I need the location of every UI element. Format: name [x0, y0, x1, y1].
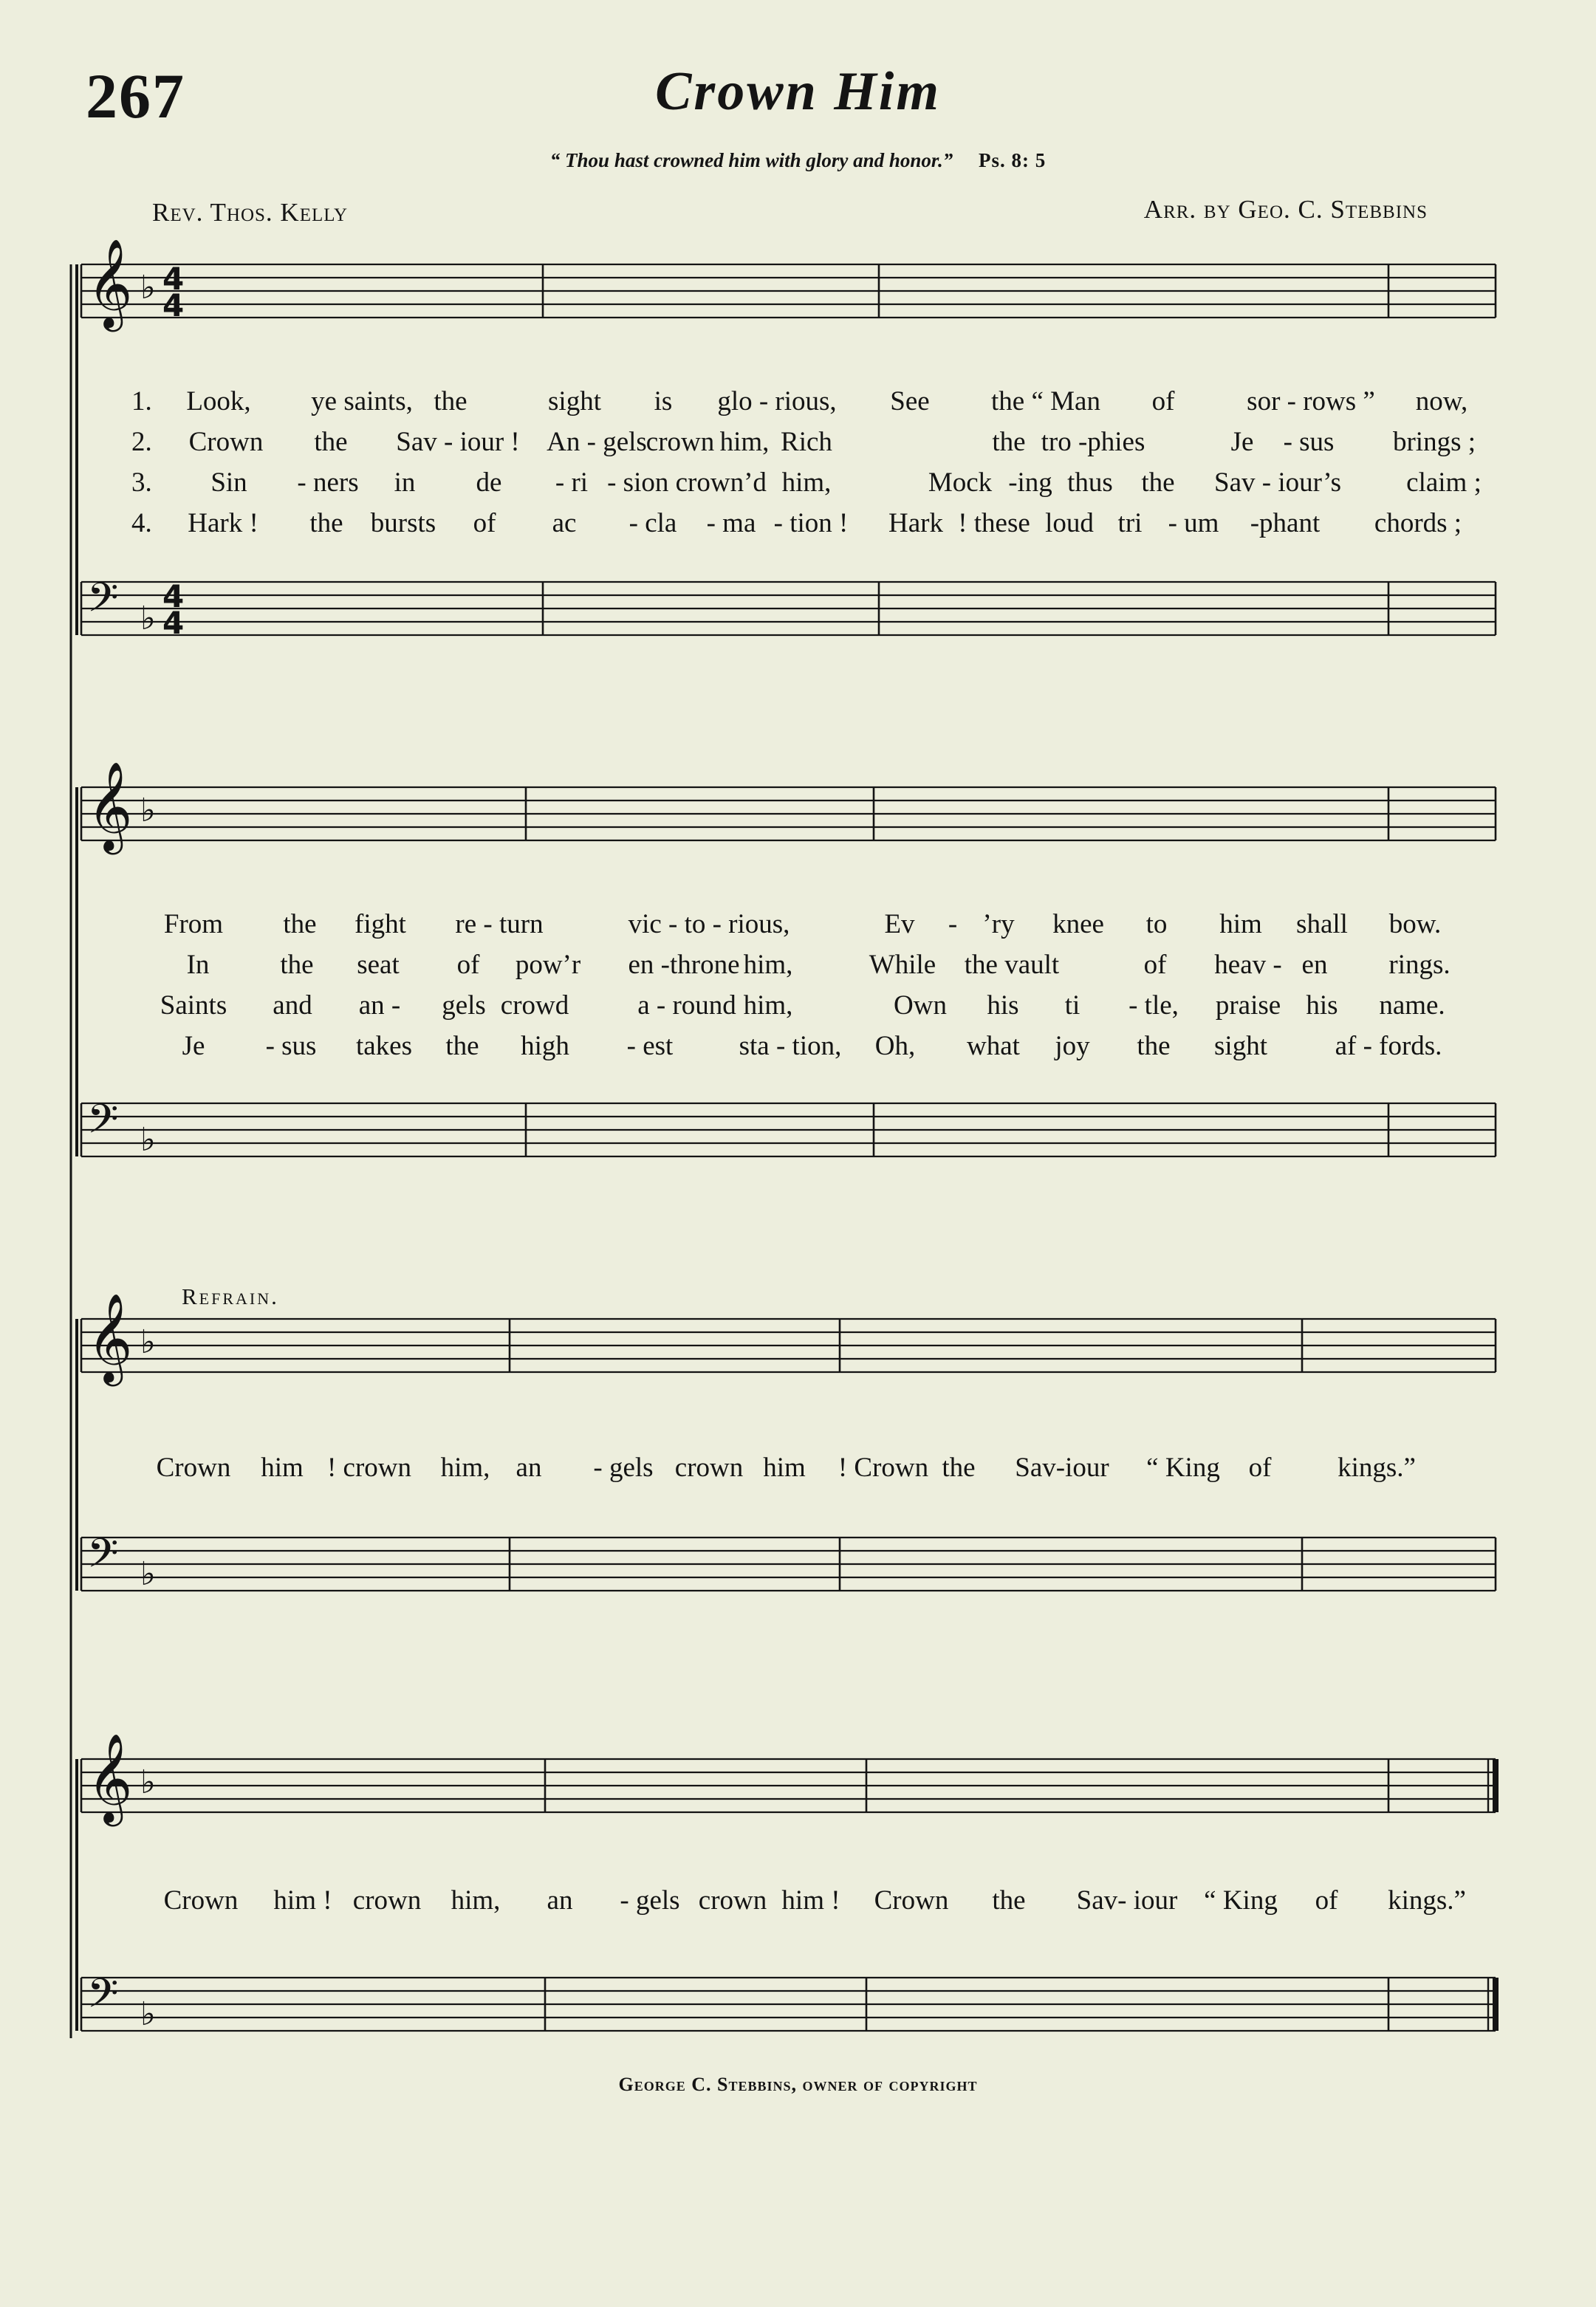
flat-key-signature-icon: ♭ — [140, 1555, 156, 1593]
syllable: bursts — [370, 508, 436, 538]
bass-clef-icon: 𝄢 — [87, 1529, 119, 1587]
bass-clef-icon: 𝄢 — [87, 574, 119, 631]
syllable: Sav - iour’s — [1214, 467, 1341, 498]
syllable: takes — [355, 1031, 413, 1061]
final-bar-thick — [1493, 1759, 1499, 1812]
syllable: An - gels — [547, 427, 647, 457]
syllable: of — [473, 508, 496, 538]
syllable: - gels — [620, 1885, 680, 1916]
syllable: Crown — [188, 427, 264, 457]
time-signature-top: 4 — [162, 261, 185, 298]
syllable: “ King — [1146, 1453, 1220, 1483]
hymn-number: 267 — [86, 61, 185, 131]
syllable: kings.” — [1338, 1453, 1416, 1483]
syllable: While — [869, 950, 936, 980]
syllable: crown — [698, 1885, 767, 1916]
lyricist-credit: Rev. Thos. Kelly — [152, 198, 349, 227]
syllable: ! crown — [326, 1453, 412, 1483]
syllable: of — [1151, 386, 1175, 417]
syllable: crowd — [500, 990, 569, 1021]
syllable: Je — [182, 1031, 205, 1061]
syllable: rings. — [1388, 950, 1451, 980]
syllable: the — [445, 1031, 479, 1061]
epigraph-quote: “ Thou hast crowned him with glory and honor.” — [549, 149, 953, 171]
epigraph-reference: Ps. 8: 5 — [978, 149, 1047, 171]
syllable: en -throne — [628, 950, 740, 980]
syllable: ’ry — [982, 909, 1015, 939]
syllable: the — [434, 386, 468, 417]
syllable: him, — [719, 427, 770, 457]
syllable: tri — [1117, 508, 1143, 538]
syllable: af - fords. — [1335, 1031, 1442, 1061]
syllable: what — [967, 1031, 1020, 1061]
syllable: ti — [1064, 990, 1080, 1021]
syllable: him — [763, 1453, 806, 1483]
syllable: him, — [451, 1885, 501, 1916]
syllable: the — [283, 909, 317, 939]
verse-4-line-1 — [0, 507, 1596, 540]
syllable: Sav - iour ! — [396, 427, 520, 457]
syllable: thus — [1067, 467, 1113, 498]
time-signature-bottom: 4 — [162, 287, 185, 324]
syllable: the — [992, 427, 1026, 457]
syllable: bow. — [1388, 909, 1442, 939]
syllable: re - turn — [455, 909, 544, 939]
syllable: - ri — [555, 467, 589, 498]
syllable: loud — [1045, 508, 1094, 538]
syllable: an - — [358, 990, 401, 1021]
syllable: high — [521, 1031, 569, 1061]
flat-key-signature-icon: ♭ — [140, 1323, 156, 1361]
verse-number: 1. — [131, 386, 152, 417]
syllable: an — [547, 1885, 573, 1916]
flat-key-signature-icon: ♭ — [140, 1763, 156, 1801]
final-bar-thick — [1493, 1978, 1499, 2031]
syllable: a - round — [637, 990, 736, 1021]
syllable: Sin — [210, 467, 247, 498]
flat-key-signature-icon: ♭ — [140, 1121, 156, 1159]
syllable: crown — [645, 427, 715, 457]
syllable: name. — [1379, 990, 1445, 1021]
syllable: praise — [1215, 990, 1281, 1021]
syllable: Crown — [163, 1885, 239, 1916]
verse-number: 2. — [131, 427, 152, 457]
syllable: Rich — [781, 427, 832, 457]
syllable: - tion ! — [773, 508, 849, 538]
syllable: him, — [440, 1453, 490, 1483]
bass-clef-icon: 𝄢 — [87, 1095, 119, 1153]
syllable: - cla — [629, 508, 677, 538]
syllable: ac — [552, 508, 577, 538]
syllable: - ma — [706, 508, 756, 538]
syllable: Ev — [884, 909, 915, 939]
syllable: Look, — [186, 386, 251, 417]
syllable: kings.” — [1388, 1885, 1466, 1916]
syllable: him ! — [781, 1885, 840, 1916]
syllable: heav - — [1214, 950, 1282, 980]
verse-2-line-2 — [0, 949, 1596, 981]
syllable: brings ; — [1392, 427, 1476, 457]
syllable: sight — [548, 386, 601, 417]
syllable: him — [261, 1453, 304, 1483]
arranger-credit: Arr. by Geo. C. Stebbins — [1143, 195, 1428, 224]
syllable: him, — [743, 950, 793, 980]
syllable: him, — [781, 467, 832, 498]
verse-number: 3. — [131, 467, 152, 498]
verse-1-line-2 — [0, 908, 1596, 941]
syllable: en — [1301, 950, 1328, 980]
syllable: the — [1141, 467, 1175, 498]
syllable: ! Crown — [838, 1453, 929, 1483]
time-signature-top: 4 — [162, 578, 185, 615]
syllable: Mock — [928, 467, 993, 498]
syllable: gels — [442, 990, 486, 1021]
verse-3-line-2 — [0, 990, 1596, 1022]
syllable: sor - rows ” — [1247, 386, 1375, 417]
flat-key-signature-icon: ♭ — [140, 1995, 156, 2033]
syllable: crown — [352, 1885, 422, 1916]
syllable: -ing — [1008, 467, 1052, 498]
syllable: the — [309, 508, 343, 538]
syllable: of — [456, 950, 480, 980]
syllable: ye saints, — [311, 386, 413, 417]
refrain-label: Refrain. — [182, 1283, 279, 1309]
syllable: joy — [1055, 1031, 1090, 1061]
syllable: - gels — [593, 1453, 654, 1483]
verse-2-line-1 — [0, 426, 1596, 459]
syllable: Own — [894, 990, 947, 1021]
syllable: - um — [1168, 508, 1219, 538]
syllable: sight — [1214, 1031, 1267, 1061]
syllable: of — [1248, 1453, 1272, 1483]
syllable: Sav- iour — [1076, 1885, 1178, 1916]
syllable: shall — [1296, 909, 1348, 939]
syllable: ! these — [958, 508, 1030, 538]
syllable: his — [987, 990, 1019, 1021]
verse-1-line-1 — [0, 385, 1596, 418]
syllable: glo - rious, — [717, 386, 837, 417]
syllable: crown — [674, 1453, 744, 1483]
bass-clef-icon: 𝄢 — [87, 1970, 119, 2027]
syllable: See — [890, 386, 930, 417]
treble-clef-icon: 𝄞 — [87, 761, 133, 851]
syllable: Saints — [160, 990, 227, 1021]
flat-key-signature-icon: ♭ — [140, 792, 156, 829]
syllable: Crown — [156, 1453, 231, 1483]
syllable: -phant — [1250, 508, 1321, 538]
syllable: is — [654, 386, 673, 417]
treble-clef-icon: 𝄞 — [87, 238, 133, 329]
syllable: him — [1219, 909, 1262, 939]
syllable: to — [1145, 909, 1168, 939]
syllable: From — [163, 909, 224, 939]
verse-number: 4. — [131, 508, 152, 538]
syllable: - sus — [1283, 427, 1335, 457]
syllable: him, — [743, 990, 793, 1021]
syllable: - — [948, 909, 958, 939]
syllable: Sav-iour — [1015, 1453, 1109, 1483]
syllable: an — [516, 1453, 542, 1483]
copyright-notice: George C. Stebbins, owner of copyright — [618, 2074, 978, 2095]
syllable: In — [186, 950, 210, 980]
refrain-line-2 — [0, 1885, 1596, 1917]
syllable: “ King — [1204, 1885, 1278, 1916]
syllable: Crown — [874, 1885, 949, 1916]
syllable: de — [476, 467, 502, 498]
syllable: of — [1143, 950, 1167, 980]
syllable: pow’r — [515, 950, 581, 980]
syllable: the — [1137, 1031, 1171, 1061]
syllable: - tle, — [1128, 990, 1179, 1021]
time-signature-bottom: 4 — [162, 605, 185, 642]
syllable: sta - tion, — [739, 1031, 842, 1061]
syllable: - ners — [297, 467, 359, 498]
syllable: claim ; — [1406, 467, 1482, 498]
syllable: seat — [357, 950, 400, 980]
flat-key-signature-icon: ♭ — [140, 600, 156, 637]
syllable: Hark ! — [188, 508, 258, 538]
syllable: the — [992, 1885, 1026, 1916]
treble-clef-icon: 𝄞 — [87, 1292, 133, 1383]
verse-4-line-2 — [0, 1030, 1596, 1063]
syllable: fight — [355, 909, 406, 939]
syllable: vic - to - rious, — [628, 909, 790, 939]
refrain-line-1 — [0, 1452, 1596, 1484]
syllable: tro -phies — [1041, 427, 1145, 457]
syllable: and — [273, 990, 312, 1021]
syllable: - sion crown’d — [607, 467, 767, 498]
syllable: - sus — [265, 1031, 317, 1061]
syllable: the — [280, 950, 314, 980]
syllable: Hark — [888, 508, 943, 538]
treble-clef-icon: 𝄞 — [87, 1732, 133, 1823]
syllable: Oh, — [874, 1031, 916, 1061]
syllable: him ! — [273, 1885, 332, 1916]
flat-key-signature-icon: ♭ — [140, 269, 156, 306]
syllable: the “ Man — [991, 386, 1100, 417]
syllable: the vault — [964, 950, 1060, 980]
syllable: chords ; — [1374, 508, 1462, 538]
syllable: of — [1315, 1885, 1338, 1916]
syllable: knee — [1052, 909, 1104, 939]
syllable: the — [942, 1453, 976, 1483]
syllable: Je — [1230, 427, 1254, 457]
verse-3-line-1 — [0, 467, 1596, 499]
syllable: now, — [1415, 386, 1468, 417]
syllable: his — [1306, 990, 1338, 1021]
hymn-title: Crown Him — [655, 61, 941, 122]
syllable: in — [394, 467, 416, 498]
syllable: - est — [626, 1031, 674, 1061]
syllable: the — [314, 427, 348, 457]
